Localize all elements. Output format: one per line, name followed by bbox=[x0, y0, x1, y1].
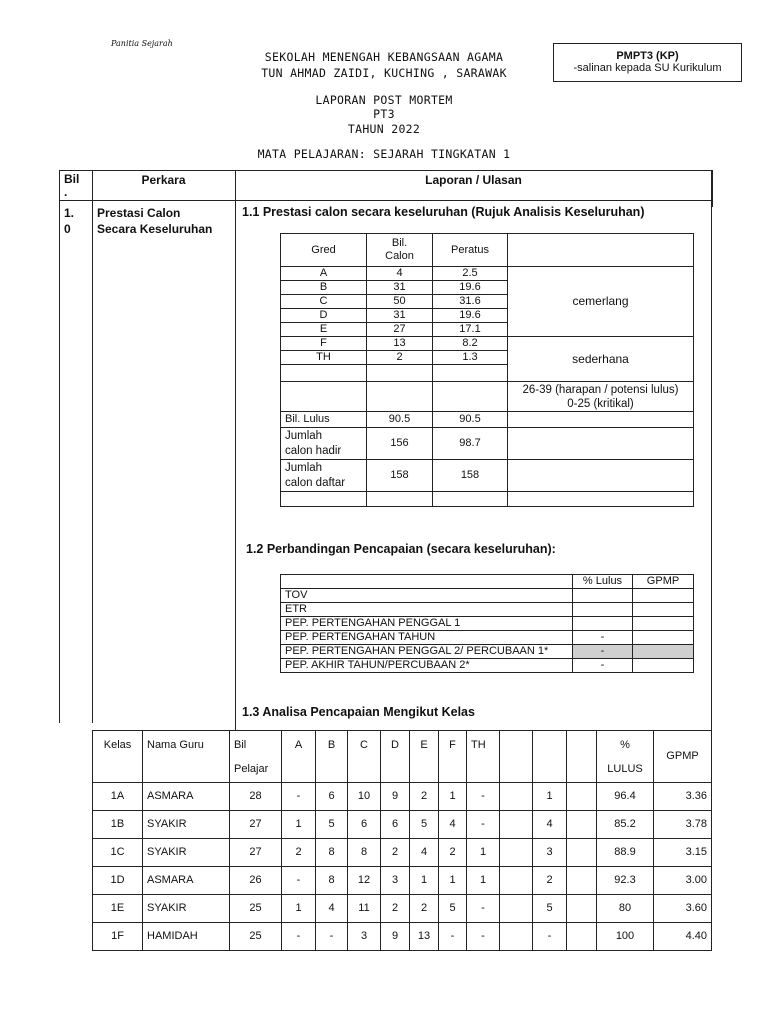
class-cell: 4 bbox=[533, 811, 567, 839]
class-cell: 25 bbox=[230, 923, 282, 951]
class-cell: 2 bbox=[410, 895, 439, 923]
form-code-note: -salinan kepada SU Kurikulum bbox=[573, 62, 722, 74]
class-header: TH bbox=[467, 731, 500, 783]
compare-row-lulus: - bbox=[573, 645, 633, 659]
compare-row-lulus: - bbox=[573, 659, 633, 673]
compare-row-lulus bbox=[573, 603, 633, 617]
class-cell: 85.2 bbox=[597, 811, 654, 839]
hadir-percent: 98.7 bbox=[433, 428, 508, 460]
class-cell: 1 bbox=[533, 783, 567, 811]
class-cell: 10 bbox=[348, 783, 381, 811]
comparison-table bbox=[280, 574, 694, 673]
class-cell bbox=[567, 867, 597, 895]
class-cell bbox=[567, 923, 597, 951]
class-cell: HAMIDAH bbox=[143, 923, 230, 951]
class-cell: 9 bbox=[381, 923, 410, 951]
hadir-label: Jumlah calon hadir bbox=[281, 428, 367, 460]
grade-sederhana: sederhana bbox=[508, 337, 694, 382]
grade-header-gred: Gred bbox=[281, 234, 367, 267]
class-cell: 3.60 bbox=[654, 895, 712, 923]
class-cell: 6 bbox=[348, 811, 381, 839]
class-header: GPMP bbox=[654, 731, 712, 783]
class-cell: 1 bbox=[282, 811, 316, 839]
compare-row-gpmp bbox=[633, 617, 694, 631]
grade-cell: 50 bbox=[367, 295, 433, 309]
grade-cell: 8.2 bbox=[433, 337, 508, 351]
class-cell: 2 bbox=[439, 839, 467, 867]
grade-cell: 13 bbox=[367, 337, 433, 351]
class-cell: ASMARA bbox=[143, 867, 230, 895]
table-row bbox=[93, 895, 712, 923]
class-cell: 12 bbox=[348, 867, 381, 895]
class-cell: - bbox=[439, 923, 467, 951]
compare-row-label: PEP. PERTENGAHAN PENGGAL 1 bbox=[281, 617, 573, 631]
compare-row-gpmp bbox=[633, 631, 694, 645]
class-cell bbox=[567, 811, 597, 839]
grade-cell: D bbox=[281, 309, 367, 323]
class-cell: - bbox=[467, 923, 500, 951]
compare-header-gpmp: GPMP bbox=[633, 575, 694, 589]
compare-row-lulus bbox=[573, 617, 633, 631]
class-cell: SYAKIR bbox=[143, 895, 230, 923]
class-cell: 13 bbox=[410, 923, 439, 951]
class-cell: 3.78 bbox=[654, 811, 712, 839]
compare-row-gpmp bbox=[633, 603, 694, 617]
class-header: % LULUS bbox=[597, 731, 654, 783]
compare-row-lulus bbox=[573, 589, 633, 603]
grade-harapan: 26-39 (harapan / potensi lulus) 0-25 (kritikal) bbox=[508, 382, 694, 412]
class-cell: - bbox=[282, 783, 316, 811]
class-cell: 9 bbox=[381, 783, 410, 811]
grade-cell: 27 bbox=[367, 323, 433, 337]
class-cell: 8 bbox=[316, 839, 348, 867]
class-cell: 4 bbox=[439, 811, 467, 839]
class-cell: 1E bbox=[93, 895, 143, 923]
class-header: D bbox=[381, 731, 410, 783]
class-header: F bbox=[439, 731, 467, 783]
class-cell bbox=[567, 783, 597, 811]
compare-row-label: ETR bbox=[281, 603, 573, 617]
class-cell bbox=[500, 923, 533, 951]
class-cell: 4 bbox=[410, 839, 439, 867]
daftar-count: 158 bbox=[367, 460, 433, 492]
class-cell: 1 bbox=[410, 867, 439, 895]
report-subject: MATA PELAJARAN: SEJARAH TINGKATAN 1 bbox=[257, 147, 511, 161]
class-cell: 1 bbox=[439, 783, 467, 811]
class-cell: 1F bbox=[93, 923, 143, 951]
class-cell: 8 bbox=[316, 867, 348, 895]
compare-header-lulus: % Lulus bbox=[573, 575, 633, 589]
compare-row-gpmp bbox=[633, 645, 694, 659]
report-title: LAPORAN POST MORTEM bbox=[315, 93, 453, 107]
panitia-label: Panitia Sejarah bbox=[111, 39, 173, 48]
compare-row-label: PEP. PERTENGAHAN PENGGAL 2/ PERCUBAAN 1* bbox=[281, 645, 573, 659]
grade-table bbox=[280, 233, 694, 507]
class-cell: - bbox=[282, 867, 316, 895]
grade-cell: 31 bbox=[367, 281, 433, 295]
class-cell bbox=[500, 895, 533, 923]
lulus-percent: 90.5 bbox=[433, 412, 508, 428]
class-cell: 3 bbox=[533, 839, 567, 867]
class-cell bbox=[500, 839, 533, 867]
hadir-count: 156 bbox=[367, 428, 433, 460]
class-cell: 28 bbox=[230, 783, 282, 811]
class-cell bbox=[567, 895, 597, 923]
class-cell: 1C bbox=[93, 839, 143, 867]
class-table bbox=[92, 730, 712, 951]
class-cell bbox=[567, 839, 597, 867]
class-header: C bbox=[348, 731, 381, 783]
grade-cell: F bbox=[281, 337, 367, 351]
class-cell: SYAKIR bbox=[143, 811, 230, 839]
grade-cell: 17.1 bbox=[433, 323, 508, 337]
class-cell: 96.4 bbox=[597, 783, 654, 811]
report-exam: PT3 bbox=[373, 107, 395, 121]
table-row bbox=[93, 783, 712, 811]
grade-cell: 2 bbox=[367, 351, 433, 365]
class-cell: 27 bbox=[230, 839, 282, 867]
class-cell: - bbox=[316, 923, 348, 951]
row-number: 1. 0 bbox=[64, 206, 75, 236]
form-code-box bbox=[553, 43, 742, 82]
row-perkara: Prestasi Calon Secara Keseluruhan bbox=[97, 206, 213, 236]
class-cell: 1B bbox=[93, 811, 143, 839]
school-name-line2: TUN AHMAD ZAIDI, KUCHING , SARAWAK bbox=[261, 66, 507, 80]
compare-row-gpmp bbox=[633, 659, 694, 673]
grade-cell: A bbox=[281, 267, 367, 281]
class-cell: 5 bbox=[439, 895, 467, 923]
class-cell: 100 bbox=[597, 923, 654, 951]
class-cell: - bbox=[533, 923, 567, 951]
grade-header-peratus: Peratus bbox=[433, 234, 508, 267]
class-header: B bbox=[316, 731, 348, 783]
class-cell: 1A bbox=[93, 783, 143, 811]
compare-row-gpmp bbox=[633, 589, 694, 603]
class-cell: ASMARA bbox=[143, 783, 230, 811]
section-1-3-title: 1.3 Analisa Pencapaian Mengikut Kelas bbox=[242, 705, 475, 719]
report-year: TAHUN 2022 bbox=[347, 122, 421, 136]
class-cell: 2 bbox=[533, 867, 567, 895]
class-cell bbox=[500, 811, 533, 839]
lulus-count: 90.5 bbox=[367, 412, 433, 428]
class-header: A bbox=[282, 731, 316, 783]
class-cell: 80 bbox=[597, 895, 654, 923]
table-row bbox=[93, 923, 712, 951]
class-cell: SYAKIR bbox=[143, 839, 230, 867]
compare-row-lulus: - bbox=[573, 631, 633, 645]
class-cell: 5 bbox=[410, 811, 439, 839]
class-cell: 5 bbox=[533, 895, 567, 923]
class-cell: 25 bbox=[230, 895, 282, 923]
class-cell: 4 bbox=[316, 895, 348, 923]
class-header: Bil Pelajar bbox=[230, 731, 282, 783]
class-cell: 1 bbox=[467, 839, 500, 867]
class-cell: - bbox=[282, 923, 316, 951]
col-header-perkara: Perkara bbox=[141, 173, 186, 187]
grade-cell: C bbox=[281, 295, 367, 309]
class-cell: 6 bbox=[316, 783, 348, 811]
grade-cell: 19.6 bbox=[433, 309, 508, 323]
compare-row-label: PEP. AKHIR TAHUN/PERCUBAAN 2* bbox=[281, 659, 573, 673]
table-row bbox=[93, 811, 712, 839]
class-cell: 2 bbox=[410, 783, 439, 811]
class-cell: 2 bbox=[381, 895, 410, 923]
class-cell: 1D bbox=[93, 867, 143, 895]
grade-cell: 4 bbox=[367, 267, 433, 281]
class-cell: 2 bbox=[282, 839, 316, 867]
class-cell: 27 bbox=[230, 811, 282, 839]
form-code: PMPT3 (KP) bbox=[616, 50, 679, 62]
class-cell: 1 bbox=[439, 867, 467, 895]
section-1-2-title: 1.2 Perbandingan Pencapaian (secara keseluruhan): bbox=[246, 542, 556, 556]
class-cell: 1 bbox=[282, 895, 316, 923]
class-cell: 88.9 bbox=[597, 839, 654, 867]
class-cell: - bbox=[467, 811, 500, 839]
daftar-label: Jumlah calon daftar bbox=[281, 460, 367, 492]
class-header: Nama Guru bbox=[143, 731, 230, 783]
grade-cemerlang: cemerlang bbox=[508, 267, 694, 337]
grade-cell: 19.6 bbox=[433, 281, 508, 295]
lulus-label: Bil. Lulus bbox=[281, 412, 367, 428]
grade-cell: B bbox=[281, 281, 367, 295]
grade-cell: 2.5 bbox=[433, 267, 508, 281]
table-row bbox=[93, 839, 712, 867]
school-name-line1: SEKOLAH MENENGAH KEBANGSAAN AGAMA bbox=[264, 50, 504, 64]
class-cell: 11 bbox=[348, 895, 381, 923]
compare-row-label: PEP. PERTENGAHAN TAHUN bbox=[281, 631, 573, 645]
class-cell: 26 bbox=[230, 867, 282, 895]
class-cell: 3 bbox=[348, 923, 381, 951]
class-cell: 3 bbox=[381, 867, 410, 895]
class-cell: - bbox=[467, 895, 500, 923]
class-cell: 92.3 bbox=[597, 867, 654, 895]
class-cell: 8 bbox=[348, 839, 381, 867]
class-cell bbox=[500, 867, 533, 895]
grade-cell: 31.6 bbox=[433, 295, 508, 309]
grade-cell: E bbox=[281, 323, 367, 337]
class-cell: 6 bbox=[381, 811, 410, 839]
class-cell: - bbox=[467, 783, 500, 811]
daftar-percent: 158 bbox=[433, 460, 508, 492]
class-cell: 2 bbox=[381, 839, 410, 867]
table-row bbox=[93, 867, 712, 895]
col-header-laporan: Laporan / Ulasan bbox=[425, 173, 522, 187]
class-header: Kelas bbox=[93, 731, 143, 783]
grade-cell: 31 bbox=[367, 309, 433, 323]
class-cell: 3.00 bbox=[654, 867, 712, 895]
grade-cell: TH bbox=[281, 351, 367, 365]
class-cell: 3.15 bbox=[654, 839, 712, 867]
grade-cell: 1.3 bbox=[433, 351, 508, 365]
class-cell: 1 bbox=[467, 867, 500, 895]
col-header-bil: Bil . bbox=[64, 172, 80, 199]
compare-row-label: TOV bbox=[281, 589, 573, 603]
class-cell bbox=[500, 783, 533, 811]
section-1-1-title: 1.1 Prestasi calon secara keseluruhan (Rujuk Analisis Keseluruhan) bbox=[242, 205, 645, 219]
class-cell: 3.36 bbox=[654, 783, 712, 811]
class-header: E bbox=[410, 731, 439, 783]
grade-header-bil: Bil. Calon bbox=[367, 234, 433, 267]
class-cell: 5 bbox=[316, 811, 348, 839]
class-cell: 4.40 bbox=[654, 923, 712, 951]
